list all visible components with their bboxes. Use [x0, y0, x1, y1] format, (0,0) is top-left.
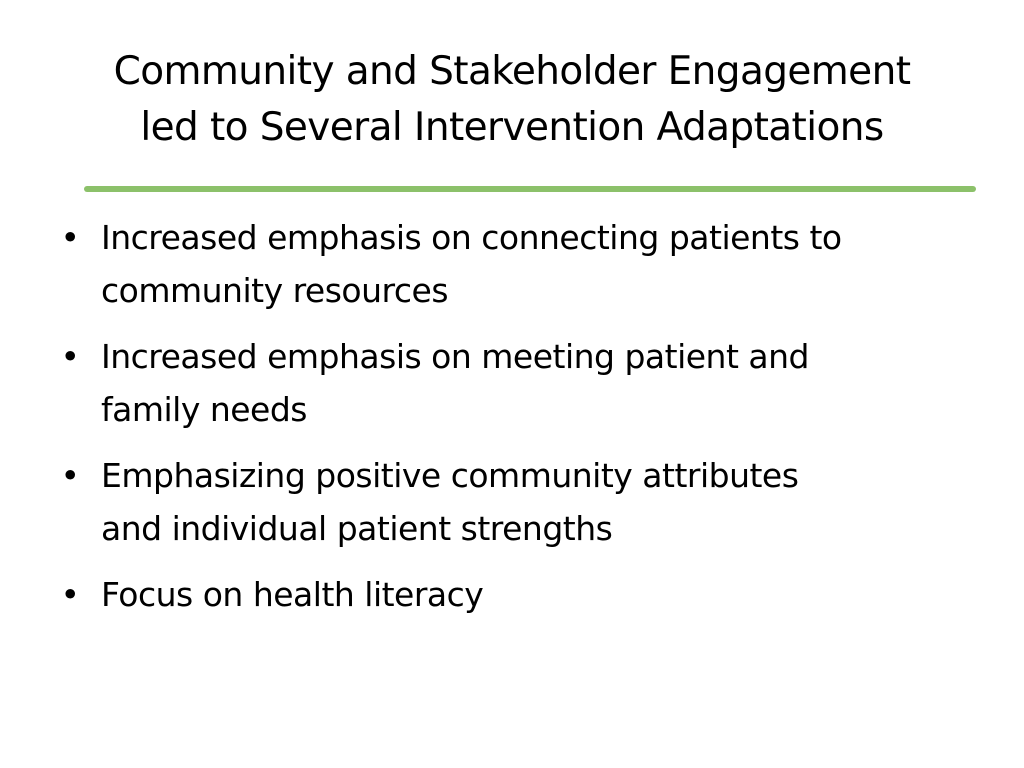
title-divider: [84, 186, 976, 192]
bullet-text-line: Increased emphasis on connecting patients to: [101, 218, 842, 257]
bullet-text-line: community resources: [101, 271, 449, 310]
bullet-dot-icon: •: [60, 456, 80, 495]
slide-title-line-2: led to Several Intervention Adaptations: [140, 105, 884, 150]
bullet-list: [58, 211, 968, 634]
bullet-dot-icon: •: [60, 575, 80, 614]
bullet-text-line: Increased emphasis on meeting patient and: [101, 337, 809, 376]
bullet-item-health-literacy: [58, 568, 968, 621]
slide-title-line-1: Community and Stakeholder Engagement: [113, 49, 911, 94]
bullet-text-line: family needs: [101, 390, 308, 429]
bullet-item-patient-family-needs: [58, 330, 968, 436]
bullet-text-line: Focus on health literacy: [101, 575, 484, 614]
bullet-text-line: Emphasizing positive community attributes: [101, 456, 799, 495]
bullet-dot-icon: •: [60, 218, 80, 257]
slide-title: [40, 44, 984, 156]
bullet-dot-icon: •: [60, 337, 80, 376]
bullet-item-connecting-patients: [58, 211, 968, 317]
bullet-item-positive-attributes: [58, 449, 968, 555]
bullet-text-line: and individual patient strengths: [101, 509, 613, 548]
